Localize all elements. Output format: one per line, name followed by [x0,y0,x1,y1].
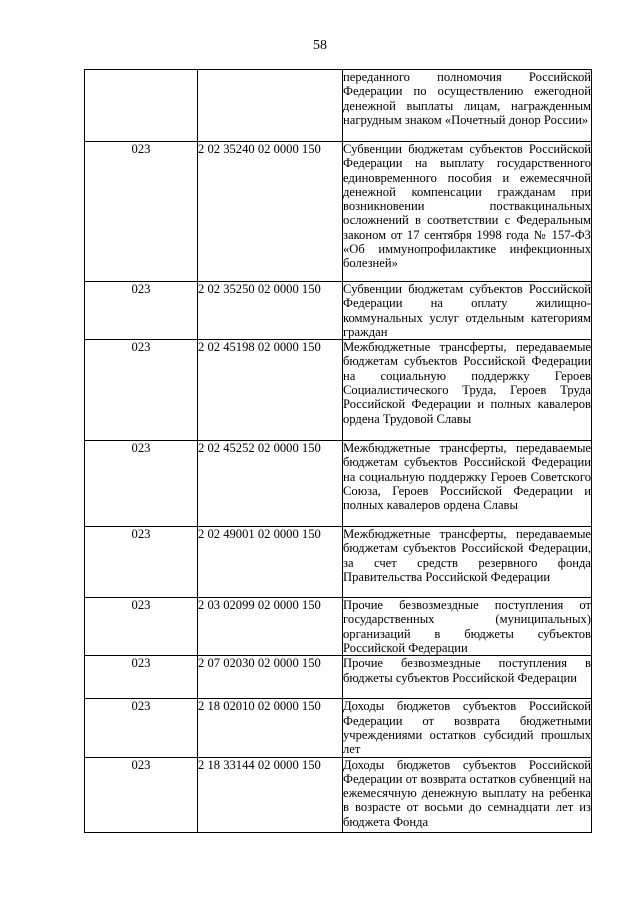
revenue-name-cell [343,527,592,598]
admin-code-cell: 023 [85,282,198,340]
revenue-name-cell [343,142,592,282]
admin-code-cell: 023 [85,598,198,656]
budget-code-cell [198,70,343,142]
budget-code-cell: 2 18 02010 02 0000 150 [198,699,343,757]
table-row [85,656,592,699]
admin-code-cell: 023 [85,527,198,598]
budget-code-cell: 2 02 35250 02 0000 150 [198,282,343,340]
revenue-name-text: переданного полномочия Российской Федерации по осуществлению ежегодной денежной выплаты лицам, награжденным нагрудным знаком «Почетный донор России» [343,70,591,127]
admin-code-cell: 023 [85,142,198,282]
table-row [85,340,592,441]
admin-code-cell: 023 [85,757,198,832]
revenue-name-cell [343,598,592,656]
admin-code-cell: 023 [85,441,198,527]
table-row [85,527,592,598]
budget-code-cell: 2 03 02099 02 0000 150 [198,598,343,656]
admin-code-cell [85,70,198,142]
table-row [85,282,592,340]
table-row [85,441,592,527]
revenue-name-text: Доходы бюджетов субъектов Российской Федерации от возврата остатков субвенций на ежемесячную денежную выплату на ребенка в возрасте от восьми до семнадцати лет из бюджета Фонда [343,757,591,829]
revenue-name-text: Субвенции бюджетам субъектов Российской Федерации на выплату государственного единовременного пособия и ежемесячной денежной компенсации гражданам при возникновении поствакцинальных осложнений в соответствии с Федеральным законом от 17 сентября 1998 года № 157-ФЗ «Об иммунопрофилактике инфекционных болезней» [343,142,591,271]
revenue-name-text: Прочие безвозмездные поступления от государственных (муниципальных) организаций в бюджеты субъектов Российской Федерации [343,598,591,656]
page-number: 58 [313,38,327,53]
budget-code-cell: 2 07 02030 02 0000 150 [198,656,343,699]
revenue-name-text: Субвенции бюджетам субъектов Российской Федерации на оплату жилищно-коммунальных услуг отдельным категориям граждан [343,282,591,339]
revenue-name-text: Межбюджетные трансферты, передаваемые бюджетам субъектов Российской Федерации на социальную поддержку Героев Советского Союза, Героев Российской Федерации и полных кавалеров ордена Славы [343,441,591,513]
table-row [85,699,592,757]
revenue-name-text: Межбюджетные трансферты, передаваемые бюджетам субъектов Российской Федерации на социальную поддержку Героев Социалистического Труда, Героев Труда Российской Федерации и полных кавалеров ордена Трудовой Славы [343,340,591,426]
revenue-name-cell [343,656,592,699]
revenue-name-cell [343,282,592,340]
budget-code-cell: 2 02 45252 02 0000 150 [198,441,343,527]
admin-code-cell: 023 [85,656,198,699]
revenue-name-text: Прочие безвозмездные поступления в бюджеты субъектов Российской Федерации [343,656,591,685]
revenue-codes-table [84,69,592,833]
table-row [85,598,592,656]
budget-code-cell: 2 02 45198 02 0000 150 [198,340,343,441]
revenue-name-cell [343,70,592,142]
budget-code-cell: 2 18 33144 02 0000 150 [198,757,343,832]
table-row [85,142,592,282]
admin-code-cell: 023 [85,699,198,757]
revenue-name-cell [343,699,592,757]
admin-code-cell: 023 [85,340,198,441]
revenue-name-text: Межбюджетные трансферты, передаваемые бюджетам субъектов Российской Федерации, за счет средств резервного фонда Правительства Российской Федерации [343,527,591,585]
revenue-name-cell [343,441,592,527]
budget-code-cell: 2 02 49001 02 0000 150 [198,527,343,598]
table-row [85,70,592,142]
budget-code-cell: 2 02 35240 02 0000 150 [198,142,343,282]
revenue-name-cell [343,757,592,832]
revenue-name-cell [343,340,592,441]
revenue-name-text: Доходы бюджетов субъектов Российской Федерации от возврата бюджетными учреждениями остатков субсидий прошлых лет [343,699,591,757]
table-row [85,757,592,832]
